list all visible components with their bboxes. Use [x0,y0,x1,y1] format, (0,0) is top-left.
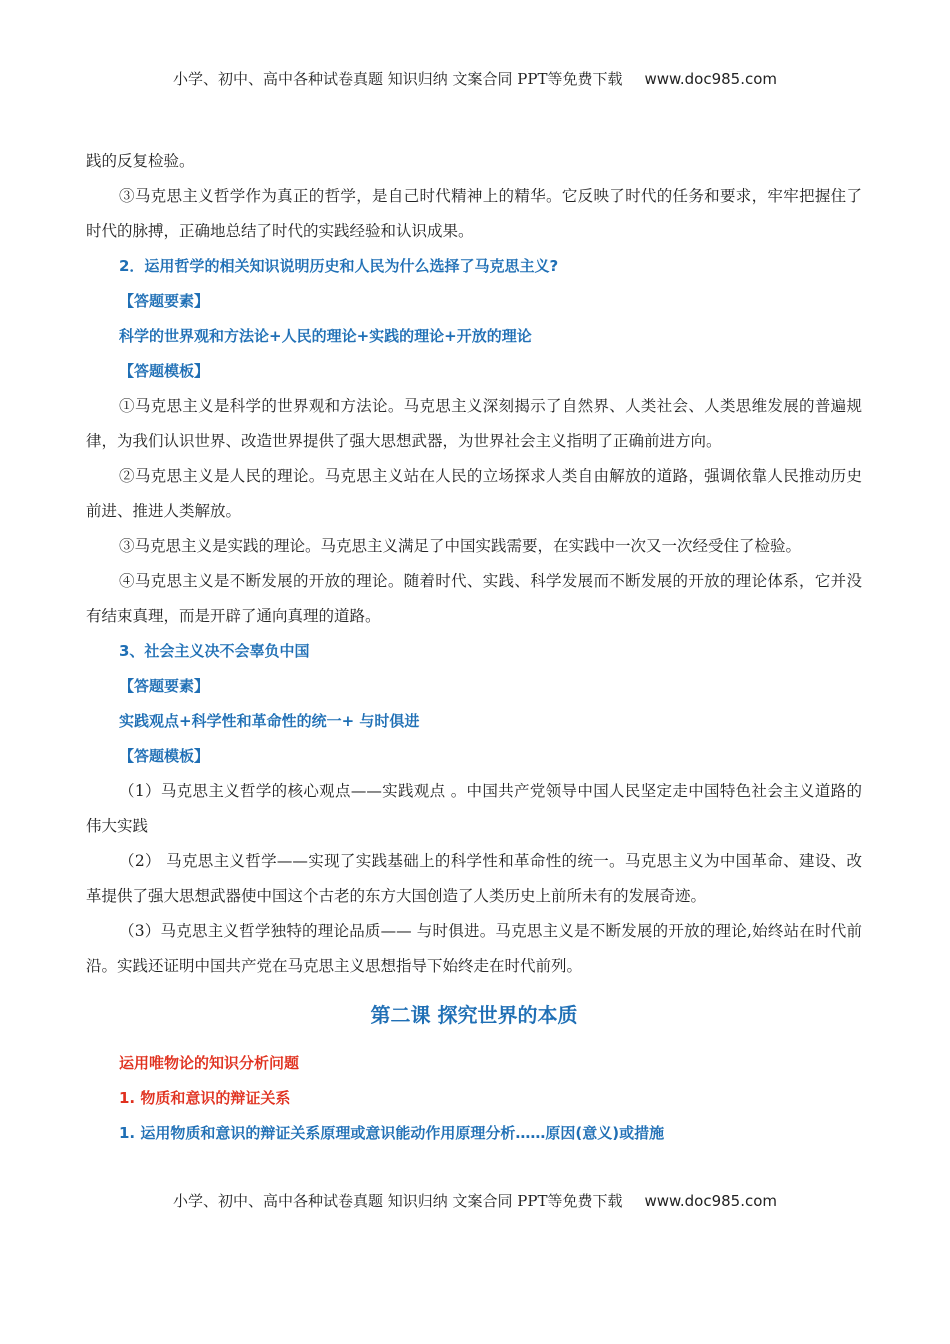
answer-elements: 科学的世界观和方法论+人民的理论+实践的理论+开放的理论 [119,327,532,345]
footer-text: 小学、初中、高中各种试卷真题 知识归纳 文案合同 PPT等免费下载 [172,1192,623,1210]
section-heading-red: 运用唯物论的知识分析问题 [119,1054,300,1072]
paragraph: ②马克思主义是人民的理论。马克思主义站在人民的立场探求人类自由解放的道路，强调依靠人民推动历史前进、推进人类解放。 [86,467,862,520]
chapter-title: 第二课 探究世界的本质 [370,1003,578,1027]
paragraph: ③马克思主义是实践的理论。马克思主义满足了中国实践需要，在实践中一次又一次经受住了检验。 [119,537,802,555]
page-header [0,68,950,89]
label-answer-template: 【答题模板】 [119,747,210,765]
page-footer [0,1190,950,1211]
paragraph: （1）马克思主义哲学的核心观点——实践观点 。中国共产党领导中国人民坚定走中国特色社会主义道路的伟大实践 [86,782,862,835]
header-text: 小学、初中、高中各种试卷真题 知识归纳 文案合同 PPT等免费下载 [172,70,623,88]
paragraph: （3）马克思主义哲学独特的理论品质—— 与时俱进。马克思主义是不断发展的开放的理论,始终站在时代前沿。实践还证明中国共产党在马克思主义思想指导下始终走在时代前列。 [86,922,862,975]
label-answer-template: 【答题模板】 [119,362,210,380]
paragraph: ④马克思主义是不断发展的开放的理论。随着时代、实践、科学发展而不断发展的开放的理论体系，它并没有结束真理，而是开辟了通向真理的道路。 [86,572,862,625]
question-heading: 2．运用哲学的相关知识说明历史和人民为什么选择了马克思主义? [119,257,559,275]
paragraph: （2） 马克思主义哲学——实现了实践基础上的科学性和革命性的统一。马克思主义为中国革命、建设、改革提供了强大思想武器使中国这个古老的东方大国创造了人类历史上前所未有的发展奇迹。 [86,852,862,905]
section-heading-red: 1. 物质和意识的辩证关系 [119,1089,291,1107]
footer-url[interactable]: www.doc985.com [644,1192,778,1210]
question-heading: 3、社会主义决不会辜负中国 [119,642,310,660]
paragraph: ①马克思主义是科学的世界观和方法论。马克思主义深刻揭示了自然界、人类社会、人类思维发展的普遍规律，为我们认识世界、改造世界提供了强大思想武器，为世界社会主义指明了正确前进方向。 [86,397,862,450]
paragraph: 践的反复检验。 [86,152,195,170]
question-heading: 1. 运用物质和意识的辩证关系原理或意识能动作用原理分析……原因(意义)或措施 [119,1124,665,1142]
label-answer-elements: 【答题要素】 [119,677,210,695]
label-answer-elements: 【答题要素】 [119,292,210,310]
answer-elements: 实践观点+科学性和革命性的统一+ 与时俱进 [119,712,420,730]
page-content [86,144,862,1151]
paragraph: ③马克思主义哲学作为真正的哲学，是自己时代精神上的精华。它反映了时代的任务和要求，牢牢把握住了时代的脉搏，正确地总结了时代的实践经验和认识成果。 [86,187,862,240]
header-url[interactable]: www.doc985.com [644,70,778,88]
